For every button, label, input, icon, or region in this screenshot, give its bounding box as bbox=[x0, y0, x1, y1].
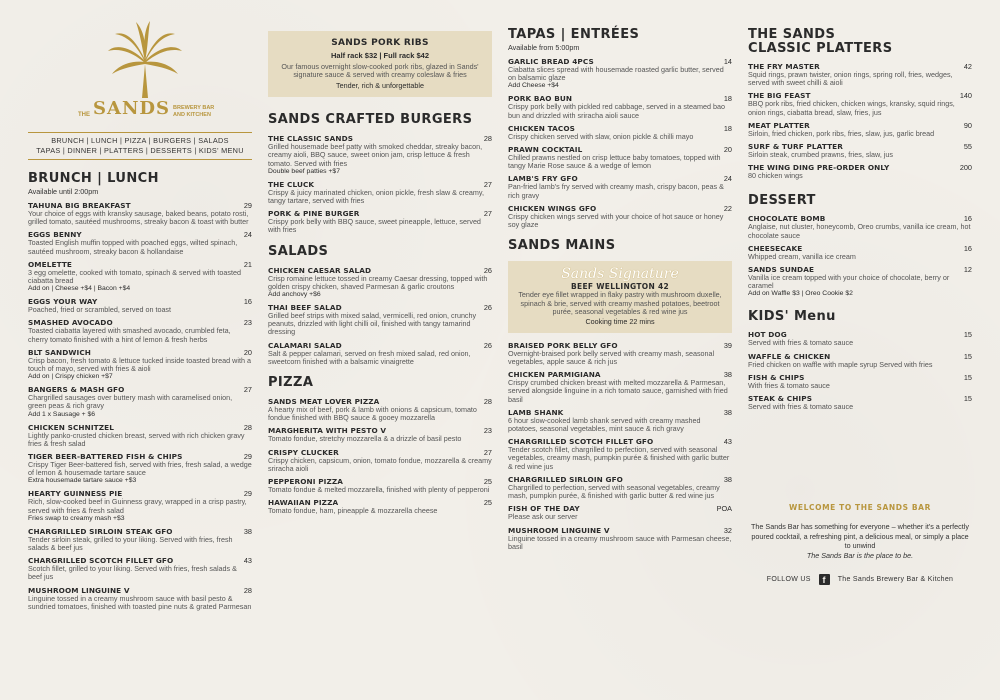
menu-item-name: PEPPERONI PIZZA bbox=[268, 477, 343, 487]
menu-item-extra: Add 1 x Sausage + $6 bbox=[28, 410, 96, 418]
dessert-title: DESSERT bbox=[748, 193, 816, 209]
menu-item-price: 16 bbox=[963, 243, 972, 253]
menu-item bbox=[28, 556, 252, 581]
menu-item-price: 23 bbox=[243, 318, 252, 328]
facebook-link[interactable]: The Sands Brewery Bar & Kitchen bbox=[837, 576, 954, 583]
menu-item-price: 28 bbox=[243, 585, 252, 595]
menu-item bbox=[28, 318, 252, 343]
menu-item-desc: 6 hour slow-cooked lamb shank served with creamy mashed potatoes, seasonal vegetables, mint sauce & rich gravy bbox=[508, 415, 701, 434]
menu-item-desc: Crispy chicken wings served with your choice of hot sauce or honey soy glaze bbox=[508, 211, 724, 230]
menu-item-extra: Double beef patties +$7 bbox=[268, 167, 340, 175]
menu-item-extra: Fries swap to creamy mash +$3 bbox=[28, 514, 125, 522]
menu-item bbox=[268, 180, 492, 205]
menu-item bbox=[748, 373, 972, 390]
menu-item bbox=[268, 477, 492, 494]
menu-item-extra: Add on | Crispy chicken +$7 bbox=[28, 373, 113, 381]
menu-item-desc: Served with fries & tomato sauce bbox=[748, 338, 854, 348]
signature-desc: Tender eye fillet wrapped in flaky pastry with mushroom duxelle, spinach & brie, served with creamy mashed potatoes, beetroot purée, seasonal vegetables & red wine jus bbox=[518, 290, 722, 317]
brunch-subtitle: Available until 2:00pm bbox=[28, 187, 99, 196]
menu-item-name: THE BIG FEAST bbox=[748, 91, 811, 101]
menu-item-desc: Served with fries & tomato sauce bbox=[748, 402, 854, 412]
menu-item-name: FISH & CHIPS bbox=[748, 372, 805, 382]
menu-item-price: 28 bbox=[483, 134, 492, 144]
menu-item-desc: BBQ pork ribs, fried chicken, chicken wings, kransky, squid rings, onion rings, ciabatta bread, slaw, fries, jus bbox=[748, 99, 955, 117]
menu-item-name: FISH OF THE DAY bbox=[508, 504, 580, 514]
menu-item-price: 15 bbox=[963, 330, 972, 340]
mains-title: SANDS MAINS bbox=[508, 238, 616, 254]
menu-item-desc: Crisp romaine lettuce tossed in creamy Caesar dressing, topped with golden crispy chicken, shaved Parmesan & garlic croutons bbox=[268, 273, 488, 291]
menu-item bbox=[508, 526, 732, 551]
menu-item-name: CRISPY CLUCKER bbox=[268, 447, 339, 457]
brunch-section bbox=[28, 172, 252, 615]
menu-item-name: OMELETTE bbox=[28, 259, 72, 269]
welcome-text bbox=[748, 522, 972, 560]
menu-item-desc: Crispy Tiger Beer-battered fish, served with fries, fresh salad, a wedge of lemon & housemade tartare sauce bbox=[28, 460, 252, 478]
menu-item-price: 29 bbox=[243, 452, 252, 462]
menu-item-price: 18 bbox=[723, 94, 732, 104]
menu-item-desc: Fried chicken on waffle with maple syrup Served with fries bbox=[748, 359, 933, 369]
menu-item bbox=[508, 504, 732, 521]
menu-item-desc: Salt & pepper calamari, served on fresh mixed salad, red onion, sweetcorn finished with a balsamic vinaigrette bbox=[268, 348, 471, 366]
menu-item-desc: Pan-fried lamb's fry served with creamy mash, crispy bacon, peas & rich gravy bbox=[508, 182, 724, 200]
logo bbox=[70, 16, 220, 126]
signature-name: BEEF WELLINGTON 42 bbox=[571, 282, 669, 292]
menu-item-name: BANGERS & MASH GFO bbox=[28, 385, 125, 395]
menu-item bbox=[508, 145, 732, 170]
menu-item-name: HAWAIIAN PIZZA bbox=[268, 498, 339, 508]
menu-item-desc: Lightly panko-crusted chicken breast, served with rich chicken gravy fries & fresh salad bbox=[28, 430, 245, 448]
ribs-desc: Our famous overnight slow-cooked pork ribs, glazed in Sands' signature sauce & served with creamy coleslaw & fries bbox=[281, 62, 479, 80]
menu-item-name: SANDS MEAT LOVER PIZZA bbox=[268, 397, 380, 407]
platters-title-2: CLASSIC PLATTERS bbox=[748, 41, 893, 56]
menu-item bbox=[28, 260, 252, 293]
menu-item-name: BRAISED PORK BELLY GFO bbox=[508, 340, 618, 350]
menu-item bbox=[268, 341, 492, 366]
menu-item bbox=[28, 489, 252, 522]
menu-item-name: MUSHROOM LINGUINE V bbox=[28, 585, 130, 595]
menu-item-desc: Tender sirloin steak, grilled to your liking. Served with fries, fresh salads & beef jus bbox=[28, 534, 233, 553]
menu-item-price: 38 bbox=[243, 526, 252, 536]
menu-item-desc: With fries & tomato sauce bbox=[748, 380, 830, 390]
menu-item-price: 20 bbox=[723, 145, 732, 155]
menu-item-name: PORK & PINE BURGER bbox=[268, 209, 360, 219]
menu-item-name: CHEESECAKE bbox=[748, 243, 803, 253]
menu-item bbox=[268, 426, 492, 443]
menu-item bbox=[748, 394, 972, 411]
menu-item-price: 28 bbox=[483, 397, 492, 407]
signature-time: Cooking time 22 mins bbox=[585, 317, 655, 327]
menu-item bbox=[268, 448, 492, 473]
menu-item bbox=[268, 397, 492, 422]
menu-item bbox=[508, 475, 732, 500]
menu-item-name: CHARGRILLED SCOTCH FILLET GFO bbox=[28, 556, 174, 566]
ribs-tagline: Tender, rich & unforgettable bbox=[336, 80, 424, 90]
menu-item-desc: Sirloin steak, crumbed prawns, fries, slaw, jus bbox=[748, 150, 894, 160]
menu-item-name: TIGER BEER-BATTERED FISH & CHIPS bbox=[28, 452, 183, 462]
menu-item bbox=[748, 330, 972, 347]
menu-item bbox=[28, 201, 252, 226]
menu-item bbox=[508, 341, 732, 366]
menu-item-name: CHARGRILLED SIRLOIN STEAK GFO bbox=[28, 526, 173, 536]
menu-item bbox=[268, 209, 492, 234]
menu-item-price: 12 bbox=[963, 265, 972, 275]
tapas-title: TAPAS | ENTRÉES bbox=[508, 27, 640, 42]
dessert-list bbox=[748, 214, 972, 298]
menu-item-name: HEARTY GUINNESS PIE bbox=[28, 489, 123, 499]
kids-title: KIDS' Menu bbox=[748, 309, 836, 325]
menu-item bbox=[28, 348, 252, 381]
menu-item-extra: Extra housemade tartare sauce +$3 bbox=[28, 477, 137, 485]
menu-item-desc: Crispy chicken served with slaw, onion pickle & chilli mayo bbox=[508, 131, 694, 141]
signature-label: Sands Signature bbox=[561, 266, 679, 283]
menu-item-desc: Anglaise, nut cluster, honeycomb, Oreo crumbs, vanilla ice cream, hot chocolate sauce bbox=[748, 222, 971, 240]
menu-item-price: 29 bbox=[243, 201, 252, 210]
pizza-title: PIZZA bbox=[268, 375, 314, 391]
welcome-section bbox=[748, 503, 972, 585]
menu-item bbox=[508, 174, 732, 199]
ribs-prices: Half rack $32 | Full rack $42 bbox=[331, 51, 429, 60]
menu-item-name: WAFFLE & CHICKEN bbox=[748, 351, 831, 361]
menu-item bbox=[748, 121, 972, 138]
menu-item-price: 27 bbox=[483, 447, 492, 457]
menu-item-price: 43 bbox=[243, 556, 252, 566]
menu-item-name: GARLIC BREAD 4PCS bbox=[508, 57, 594, 66]
brunch-list bbox=[28, 201, 252, 611]
menu-item-desc: Please ask our server bbox=[508, 512, 578, 522]
menu-item-desc: Linguine tossed in a creamy mushroom sauce with basil pesto & sundried tomatoes, finished with toasted pine nuts & grated Parmesan bbox=[28, 593, 252, 611]
menu-item-name: MEAT PLATTER bbox=[748, 120, 810, 130]
menu-item-name: THE FRY MASTER bbox=[748, 62, 820, 71]
pork-ribs-box bbox=[268, 31, 492, 97]
menu-item-price: 15 bbox=[963, 394, 972, 404]
menu-item-name: LAMB'S FRY GFO bbox=[508, 174, 578, 184]
menu-item-name: PRAWN COCKTAIL bbox=[508, 145, 583, 155]
menu-item-desc: 80 chicken wings bbox=[748, 171, 803, 181]
menu-item-desc: Chargrilled sausages over buttery mash with caramelised onion, green peas & rich gravy bbox=[28, 393, 233, 411]
column-3 bbox=[508, 28, 732, 555]
menu-item bbox=[748, 214, 972, 239]
menu-item-extra: Add on | Cheese +$4 | Bacon +$4 bbox=[28, 285, 131, 293]
menu-item bbox=[748, 142, 972, 159]
menu-item-name: HOT DOG bbox=[748, 330, 787, 340]
menu-item-desc: Crispy pork belly with BBQ sauce, sweet pineapple, lettuce, served with fries bbox=[268, 217, 481, 235]
logo-kitchen: AND KITCHEN bbox=[173, 111, 211, 118]
menu-item bbox=[268, 266, 492, 299]
menu-item bbox=[748, 163, 972, 180]
menu-item-desc: Squid rings, prawn twister, onion rings, spring roll, fries, wedges, served with sweet chilli & aioli bbox=[748, 70, 953, 88]
menu-item-price: 15 bbox=[963, 372, 972, 382]
menu-item-name: MUSHROOM LINGUINE V bbox=[508, 525, 610, 535]
menu-item-name: SURF & TURF PLATTER bbox=[748, 142, 843, 152]
burgers-list bbox=[268, 134, 492, 234]
menu-item-price: 25 bbox=[483, 477, 492, 487]
menu-item-price: 42 bbox=[963, 62, 972, 71]
menu-item-desc: Toasted English muffin topped with poached eggs, wilted spinach, sautéed mushroom, streaky bacon & hollandaise bbox=[28, 238, 238, 256]
menu-item bbox=[508, 204, 732, 229]
menu-item-name: THE CLASSIC SANDS bbox=[268, 134, 354, 144]
menu-item-price: 26 bbox=[483, 265, 492, 275]
menu-item-desc: Whipped cream, vanilla ice cream bbox=[748, 251, 856, 261]
menu-item-price: 140 bbox=[959, 91, 972, 101]
menu-item bbox=[508, 437, 732, 471]
welcome-body: The Sands Bar has something for everyone – whether it's a perfectly poured cocktail, a refreshing pint, a delicious meal, or simply a place to unwind bbox=[751, 522, 969, 550]
menu-item-price: 27 bbox=[243, 385, 252, 395]
menu-item bbox=[748, 352, 972, 369]
menu-item-price: 24 bbox=[723, 174, 732, 184]
menu-item-price: 90 bbox=[963, 120, 972, 130]
menu-item-desc: Tomato fondue & melted mozzarella, finished with plenty of pepperoni bbox=[268, 485, 490, 495]
menu-item-price: 29 bbox=[243, 489, 252, 499]
follow-label: FOLLOW US bbox=[766, 576, 811, 583]
menu-item-price: 38 bbox=[723, 370, 732, 380]
menu-item bbox=[508, 94, 732, 119]
menu-item bbox=[268, 498, 492, 515]
menu-item-desc: Toasted ciabatta layered with smashed avocado, crumbled feta, cherry tomato finished with a hint of lemon & fresh herbs bbox=[28, 326, 231, 344]
menu-item-name: MARGHERITA WITH PESTO V bbox=[268, 426, 387, 436]
menu-item-name: BLT SANDWICH bbox=[28, 347, 92, 357]
menu-item-price: 27 bbox=[483, 209, 492, 219]
menu-item-name: CHICKEN CAESAR SALAD bbox=[268, 265, 372, 275]
facebook-icon[interactable]: f bbox=[819, 574, 830, 585]
menu-item-name: CHOCOLATE BOMB bbox=[748, 214, 826, 224]
signature-box bbox=[508, 261, 732, 333]
menu-item-name: THE CLUCK bbox=[268, 179, 315, 189]
menu-item-desc: Grilled beef strips with mixed salad, vermicelli, red onion, crunchy peanuts, drizzled with light chilli oil, finished with tangy tamarind dressing bbox=[268, 311, 477, 337]
menu-item-desc: Tender scotch fillet, chargrilled to perfection, served with seasonal vegetables, creamy mash, pumpkin purée & finished with garlic butter & red wine jus bbox=[508, 445, 730, 471]
menu-item-price: 20 bbox=[243, 347, 252, 357]
menu-item bbox=[508, 408, 732, 433]
menu-item-price: 21 bbox=[243, 259, 252, 269]
menu-item-name: STEAK & CHIPS bbox=[748, 394, 813, 404]
column-2 bbox=[268, 31, 492, 519]
menu-item-desc: Linguine tossed in a creamy mushroom sauce with Parmesan cheese, basil bbox=[508, 533, 732, 551]
menu-item bbox=[268, 303, 492, 337]
menu-item bbox=[508, 370, 732, 404]
menu-item-price: 14 bbox=[723, 57, 732, 66]
platters-title-1: THE SANDS bbox=[748, 27, 836, 42]
menu-item-desc: Scotch fillet, grilled to your liking. Served with fries, fresh salads & beef jus bbox=[28, 564, 237, 582]
menu-item bbox=[748, 244, 972, 261]
menu-item-price: 23 bbox=[483, 426, 492, 436]
menu-item-name: SANDS SUNDAE bbox=[748, 265, 815, 275]
menu-item-desc: Crispy crumbed chicken breast with melted mozzarella & Parmesan, served alongside linguine in a rich tomato sauce, garnished with fried basil bbox=[508, 378, 728, 404]
menu-item-price: 38 bbox=[723, 474, 732, 484]
menu-item-desc: Your choice of eggs with kransky sausage, baked beans, potato rosti, grilled tomato, sautéed mushrooms, streaky bacon & toast with butter bbox=[28, 209, 249, 227]
menu-item-desc: Crisp bacon, fresh tomato & lettuce tucked inside toasted bread with a touch of mayo, served with fries & aioli bbox=[28, 355, 251, 374]
kids-list bbox=[748, 330, 972, 411]
menu-item-name: CHARGRILLED SIRLOIN GFO bbox=[508, 474, 623, 484]
salads-title: SALADS bbox=[268, 243, 329, 259]
menu-item-desc: Grilled housemade beef patty with smoked cheddar, streaky bacon, creamy aioli, BBQ sauce, sweet onion jam, crisp lettuce & fresh tomato. Served with fries bbox=[268, 142, 483, 168]
mains-list bbox=[508, 341, 732, 551]
menu-item bbox=[748, 265, 972, 298]
menu-item-name: PORK BAO BUN bbox=[508, 94, 573, 104]
menu-item-name: TAHUNA BIG BREAKFAST bbox=[28, 201, 131, 210]
menu-item-name: CHARGRILLED SCOTCH FILLET GFO bbox=[508, 437, 654, 447]
menu-item bbox=[28, 527, 252, 552]
platters-list bbox=[748, 62, 972, 180]
menu-item-price: 43 bbox=[723, 437, 732, 447]
menu-item-name: CALAMARI SALAD bbox=[268, 340, 342, 350]
menu-item-desc: 3 egg omelette, cooked with tomato, spinach & served with toasted ciabatta bread bbox=[28, 267, 241, 286]
burgers-title: SANDS CRAFTED BURGERS bbox=[268, 112, 473, 128]
menu-item bbox=[28, 423, 252, 448]
menu-item-desc: Chargrilled to perfection, served with seasonal vegetables, creamy mash, pumpkin purée, & finished with garlic butter & red wine jus bbox=[508, 482, 720, 501]
menu-item-name: EGGS YOUR WAY bbox=[28, 297, 98, 307]
menu-item-desc: Rich, slow-cooked beef in Guinness gravy, wrapped in a crisp pastry, served with fries & fresh salad bbox=[28, 497, 247, 515]
menu-item-extra: Add anchovy +$6 bbox=[268, 291, 321, 299]
salads-list bbox=[268, 266, 492, 366]
menu-item bbox=[508, 57, 732, 90]
menu-item-name: SMASHED AVOCADO bbox=[28, 318, 113, 328]
menu-item-price: 26 bbox=[483, 303, 492, 313]
menu-item-desc: A hearty mix of beef, pork & lamb with onions & capsicum, tomato fondue finished with BBQ sauce & gooey mozzarella bbox=[268, 405, 477, 423]
menu-item-desc: Overnight-braised pork belly served with creamy mash, seasonal vegetables, apple sauce & rich jus bbox=[508, 348, 715, 367]
menu-item-desc: Ciabatta slices spread with housemade roasted garlic butter, served on balsamic glaze bbox=[508, 65, 724, 83]
menu-item bbox=[508, 124, 732, 141]
menu-item-name: LAMB SHANK bbox=[508, 407, 564, 417]
nav-line-2: TAPAS | DINNER | PLATTERS | DESSERTS | KIDS' MENU bbox=[28, 146, 252, 160]
menu-item-name: CHICKEN TACOS bbox=[508, 123, 575, 133]
menu-item-price: 25 bbox=[483, 498, 492, 508]
ribs-title: SANDS PORK RIBS bbox=[331, 38, 429, 48]
follow-row bbox=[748, 574, 972, 585]
menu-item-price: 18 bbox=[723, 123, 732, 133]
welcome-tagline: The Sands Bar is the place to be. bbox=[806, 550, 914, 560]
logo-sands: SANDS bbox=[93, 98, 171, 119]
menu-item bbox=[748, 62, 972, 87]
section-nav bbox=[28, 132, 252, 160]
menu-item-desc: Crispy pork belly with pickled red cabbage, served in a steamed bao bun and drizzled with sriracha aioli sauce bbox=[508, 102, 725, 120]
menu-item bbox=[28, 385, 252, 418]
menu-item-price: 38 bbox=[723, 407, 732, 417]
menu-item bbox=[28, 297, 252, 314]
logo-brewery: BREWERY BAR bbox=[173, 105, 215, 111]
menu-item-name: CHICKEN SCHNITZEL bbox=[28, 422, 114, 432]
menu-item-price: 55 bbox=[963, 142, 972, 152]
menu-item-desc: Crispy & juicy marinated chicken, onion pickle, fresh slaw & creamy, tangy tartare, served with fries bbox=[268, 187, 484, 206]
menu-item-extra: Add Cheese +$4 bbox=[508, 82, 559, 90]
menu-item-desc: Chilled prawns nestled on crisp lettuce baby tomatoes, topped with tangy Marie Rose sauce & a wedge of lemon bbox=[508, 153, 721, 171]
menu-item-desc: Vanilla ice cream topped with your choice of chocolate, berry or caramel bbox=[748, 273, 950, 291]
menu-item-price: 39 bbox=[723, 340, 732, 350]
tapas-subtitle: Available from 5:00pm bbox=[508, 43, 580, 52]
menu-item-price: 32 bbox=[723, 525, 732, 535]
menu-item bbox=[28, 586, 252, 611]
menu-item-extra: Add on Waffle $3 | Oreo Cookie $2 bbox=[748, 290, 853, 298]
menu-item-price: 16 bbox=[963, 214, 972, 224]
menu-item-desc: Crispy chicken, capsicum, onion, tomato fondue, mozzarella & creamy sriracha aioli bbox=[268, 455, 492, 473]
menu-item-price: 16 bbox=[243, 297, 252, 307]
column-4 bbox=[748, 28, 972, 415]
menu-item-name: CHICKEN PARMIGIANA bbox=[508, 370, 601, 380]
menu-item-price: 26 bbox=[483, 340, 492, 350]
pizza-list bbox=[268, 397, 492, 515]
menu-item-name: THE WING DING PRE-ORDER ONLY bbox=[748, 163, 890, 173]
menu-item-price: POA bbox=[716, 504, 732, 514]
brunch-title: BRUNCH | LUNCH bbox=[28, 171, 159, 186]
menu-item-name: THAI BEEF SALAD bbox=[268, 303, 342, 313]
logo-the: THE bbox=[78, 112, 90, 118]
nav-line-1: BRUNCH | LUNCH | PIZZA | BURGERS | SALADS bbox=[51, 136, 229, 145]
menu-item-name: CHICKEN WINGS GFO bbox=[508, 203, 597, 213]
menu-item bbox=[748, 91, 972, 116]
menu-item-name: EGGS BENNY bbox=[28, 230, 82, 240]
menu-item-price: 28 bbox=[243, 422, 252, 432]
menu-item-desc: Sirloin, fried chicken, pork ribs, fries, slaw, jus, garlic bread bbox=[748, 128, 935, 138]
menu-item-desc: Tomato fondue, ham, pineapple & mozzarella cheese bbox=[268, 506, 438, 516]
menu-item bbox=[28, 452, 252, 485]
menu-item-price: 27 bbox=[483, 179, 492, 189]
menu-item-price: 24 bbox=[243, 230, 252, 240]
menu-item-price: 22 bbox=[723, 203, 732, 213]
menu-item-price: 200 bbox=[959, 163, 972, 173]
menu-item-price: 15 bbox=[963, 351, 972, 361]
menu-item bbox=[28, 230, 252, 255]
menu-item-desc: Poached, fried or scrambled, served on toast bbox=[28, 305, 172, 315]
tapas-list bbox=[508, 57, 732, 229]
menu-item-desc: Tomato fondue, stretchy mozzarella & a drizzle of basil pesto bbox=[268, 434, 462, 444]
menu-item bbox=[268, 134, 492, 176]
welcome-title: WELCOME TO THE SANDS BAR bbox=[789, 503, 931, 512]
